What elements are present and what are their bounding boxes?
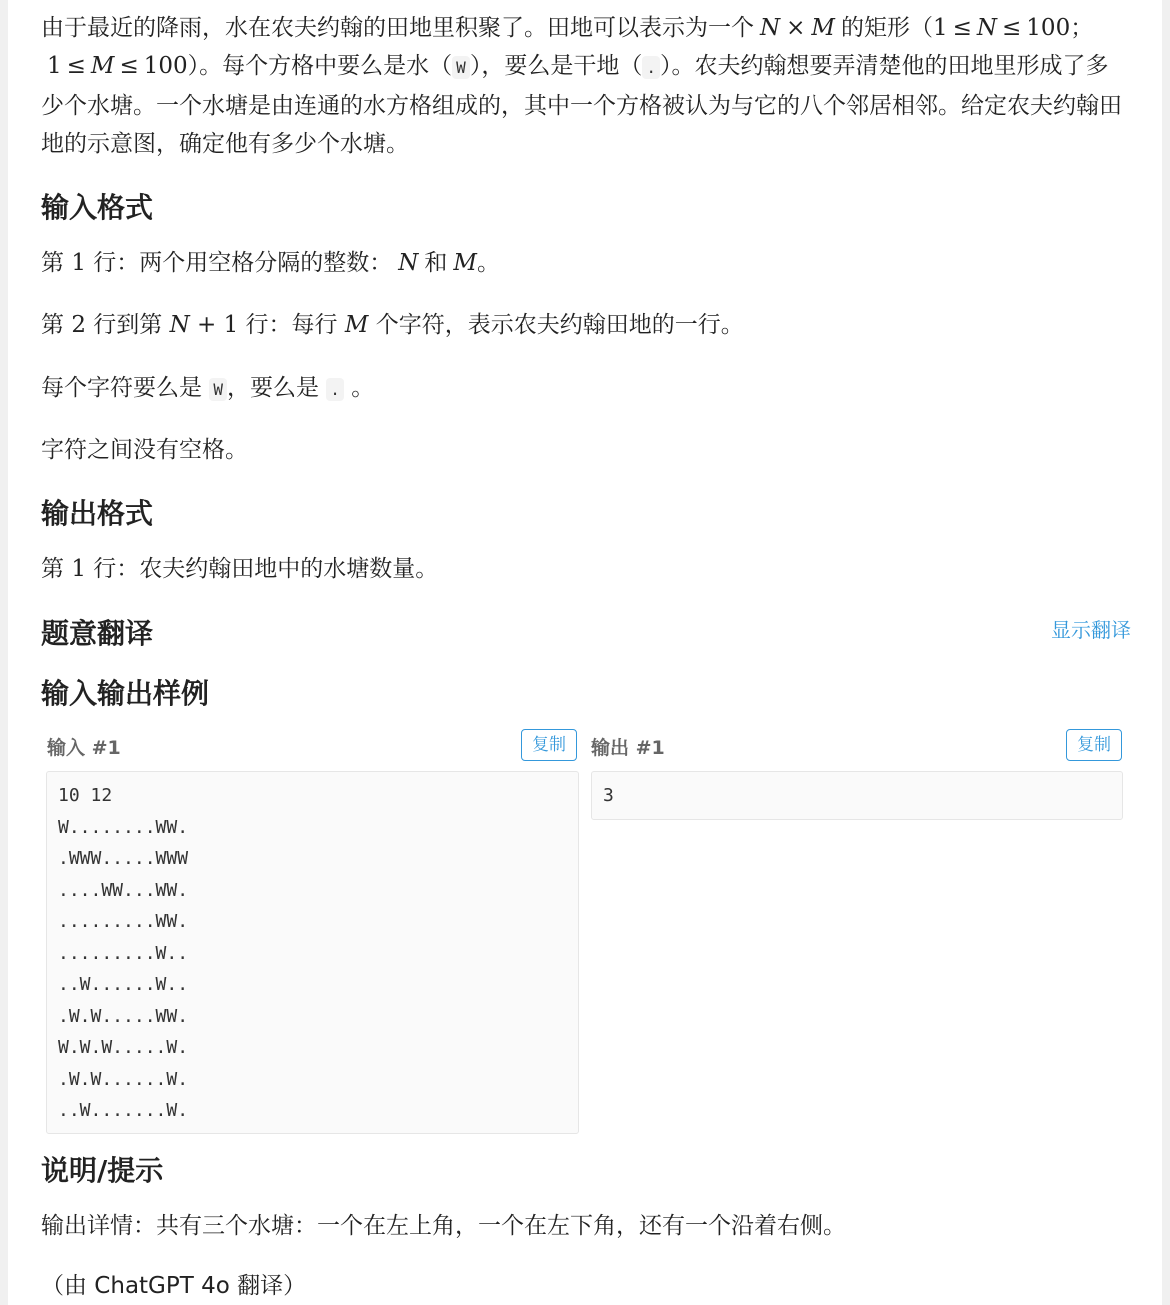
math-M: M	[453, 250, 477, 276]
math-times: ×	[786, 15, 806, 41]
math-1: 1	[71, 250, 86, 276]
desc-text-3: ）。每个方格中要么是水（	[187, 53, 453, 79]
samples-heading: 输入输出样例	[41, 677, 210, 710]
dry-char-code: .	[642, 56, 660, 79]
text: 行到第	[93, 312, 163, 338]
text: 个字符，表示农夫约翰田地的一行。	[375, 312, 744, 338]
input-format-line-4: 字符之间没有空格。	[41, 437, 248, 463]
math-N: N	[760, 15, 781, 41]
desc-text-5: ）。农夫约翰想要弄清楚他的田地里形成了多少个水塘。一个水塘是由连通的水方格组成的，其中一个方格被认为与它的八个邻居相邻。给定农夫约翰田地的示意图，确定他有多少个水塘。	[41, 53, 1122, 157]
translation-heading: 题意翻译	[41, 617, 154, 650]
sample-input-code: 10 12 W........WW. .WWW.....WWW ....WW...WW. .........WW. .........W.. ..W......W.. .W.W.....WW. W.W.W.....W. .W.W......W. ..W.......W.	[46, 771, 579, 1134]
math-N: N	[398, 250, 419, 276]
math-M-2: M	[90, 53, 115, 79]
text: 。	[351, 375, 375, 401]
text: 第	[41, 250, 64, 276]
math-N-2: N	[976, 15, 998, 41]
translated-by-note: （由 ChatGPT 4o 翻译）	[41, 1273, 307, 1299]
math-1: 1	[71, 556, 86, 582]
math-le: ≤	[952, 15, 972, 41]
text: 行：每行	[245, 312, 338, 338]
problem-card	[8, 0, 1162, 1305]
text: 和	[424, 250, 448, 276]
water-char-code: W	[452, 56, 470, 79]
math-hundred-2: 100	[143, 53, 188, 79]
math-le-4: ≤	[119, 53, 139, 79]
output-format-heading: 输出格式	[41, 497, 154, 530]
math-one: 1	[932, 15, 948, 41]
copy-output-button[interactable]: 复制	[1066, 729, 1122, 761]
hint-detail: 输出详情：共有三个水塘：一个在左上角，一个在左下角，还有一个沿着右侧。	[41, 1213, 846, 1239]
desc-sep: ；	[1070, 15, 1094, 41]
sample-input-label: 输入 #1	[47, 737, 121, 759]
text: 第	[41, 556, 64, 582]
math-2: 2	[71, 312, 86, 338]
text: 每个字符要么是	[41, 375, 202, 401]
output-format-line-1	[41, 550, 1131, 588]
math-N: N	[169, 312, 190, 338]
math-one-2: 1	[47, 53, 62, 79]
math-M: M	[344, 312, 369, 338]
input-format-line-1	[41, 244, 1131, 282]
input-format-heading: 输入格式	[41, 191, 154, 224]
math-le-3: ≤	[66, 53, 86, 79]
math-plus-one: + 1	[197, 312, 239, 338]
text: ，要么是	[226, 375, 319, 401]
math-le-2: ≤	[1002, 15, 1022, 41]
desc-text-2: 的矩形（	[840, 15, 933, 41]
hint-heading: 说明/提示	[41, 1154, 164, 1187]
math-hundred: 100	[1026, 15, 1071, 41]
text: 行：两个用空格分隔的整数：	[93, 250, 393, 276]
text: 。	[476, 250, 500, 276]
desc-text-4: ），要么是干地（	[469, 53, 643, 79]
problem-description	[41, 9, 1131, 163]
copy-input-button[interactable]: 复制	[521, 729, 577, 761]
dry-char-code: .	[326, 378, 344, 401]
input-format-line-3	[41, 369, 1131, 409]
math-M: M	[811, 15, 835, 41]
text: 第	[41, 312, 64, 338]
desc-text-1: 由于最近的降雨，水在农夫约翰的田地里积聚了。田地可以表示为一个	[41, 15, 754, 41]
show-translation-link[interactable]: 显示翻译	[1051, 618, 1131, 642]
input-format-line-2	[41, 306, 1131, 344]
text: 行：农夫约翰田地中的水塘数量。	[93, 556, 439, 582]
water-char-code: W	[209, 378, 227, 401]
sample-output-label: 输出 #1	[591, 737, 665, 759]
sample-output-code: 3	[591, 771, 1123, 820]
